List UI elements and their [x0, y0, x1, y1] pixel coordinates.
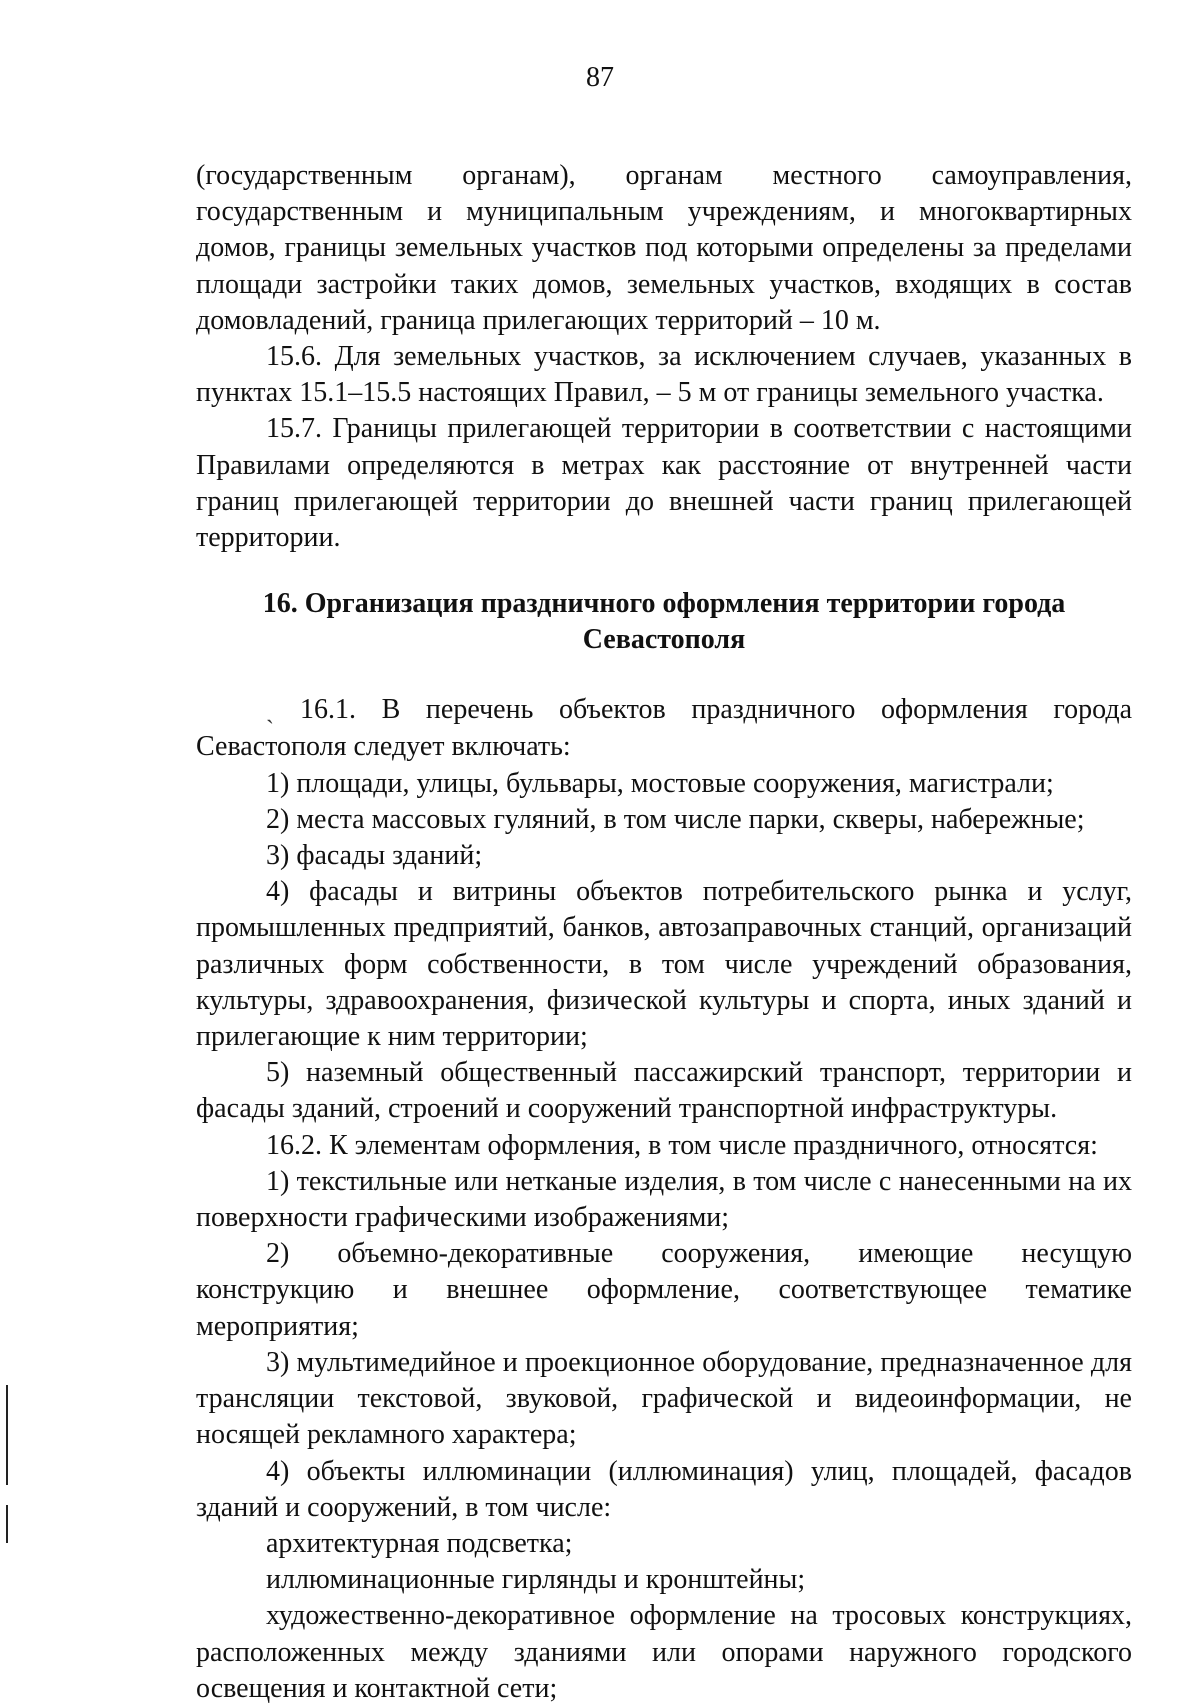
sublist-item: иллюминационные гирлянды и кронштейны; — [266, 1564, 806, 1596]
margin-mark: ˏ — [266, 698, 274, 725]
list-item: 4) фасады и витрины объектов потребительского рынка и услуг, промышленных предприятий, банков, автозаправочных станций, организаций различных форм собственности, в том числе учреждений образования, культуры, здравоохранения, физической культуры и спорта, иных зданий и прилегающие к ним территории; — [196, 876, 1132, 1053]
list-item-last: художественно-декоративное оформление на тросовых конструкциях, расположенных между зданиями или опорами наружного городского освещения и контактной сети; — [196, 1600, 1132, 1704]
paragraph-15-7: 15.7. Границы прилегающей территории в соответствии с настоящими Правилами определяются в метрах как расстояние от внутренней части границ прилегающей территории до внешней части границ прилегающей территории. — [196, 413, 1132, 554]
section-heading: 16. Организация праздничного оформления территории города Севастополя — [262, 588, 1066, 656]
margin-scan-line — [6, 1385, 8, 1485]
margin-scan-line — [6, 1505, 8, 1543]
sublist-item: архитектурная подсветка; — [266, 1527, 573, 1559]
list-item: 3) фасады зданий; — [266, 840, 483, 872]
document-body — [196, 158, 1132, 1707]
list-item: 2) объемно-декоративные сооружения, имеющие несущую конструкцию и внешнее оформление, соответствующее тематике мероприятия; — [196, 1238, 1132, 1342]
paragraph-16-2: 16.2. К элементам оформления, в том числе праздничного, относятся: — [266, 1129, 1098, 1161]
page-number: 87 — [586, 62, 614, 93]
list-item: 2) места массовых гуляний, в том числе парки, скверы, набережные; — [266, 803, 1085, 835]
list-item: 1) текстильные или нетканые изделия, в том числе с нанесенными на их поверхности графическими изображениями; — [196, 1165, 1132, 1234]
list-item: 5) наземный общественный пассажирский транспорт, территории и фасады зданий, строений и сооружений транспортной инфраструктуры. — [196, 1057, 1132, 1125]
paragraph-16-1-text: 16.1. В перечень объектов праздничного оформления города Севастополя следует включать: — [196, 694, 1132, 763]
list-item: 1) площади, улицы, бульвары, мостовые сооружения, магистрали; — [266, 767, 1054, 799]
paragraph-15-6: 15.6. Для земельных участков, за исключением случаев, указанных в пунктах 15.1–15.5 настоящих Правил, – 5 м от границы земельного участка. — [196, 341, 1132, 409]
paragraph-continuation: (государственным органам), органам местного самоуправления, государственным и муниципальным учреждениям, и многоквартирных домов, границы земельных участков под которыми определены за пределами площади застройки таких домов, земельных участков, входящих в состав домовладений, граница прилегающих территорий – 10 м. — [196, 160, 1132, 336]
list-item: 3) мультимедийное и проекционное оборудование, предназначенное для трансляции текстовой, звуковой, графической и видеоинформации, не носящей рекламного характера; — [196, 1346, 1132, 1451]
paragraph-16-1 — [196, 692, 1132, 765]
list-item: 4) объекты иллюминации (иллюминация) улиц, площадей, фасадов зданий и сооружений, в том числе: — [196, 1455, 1132, 1523]
